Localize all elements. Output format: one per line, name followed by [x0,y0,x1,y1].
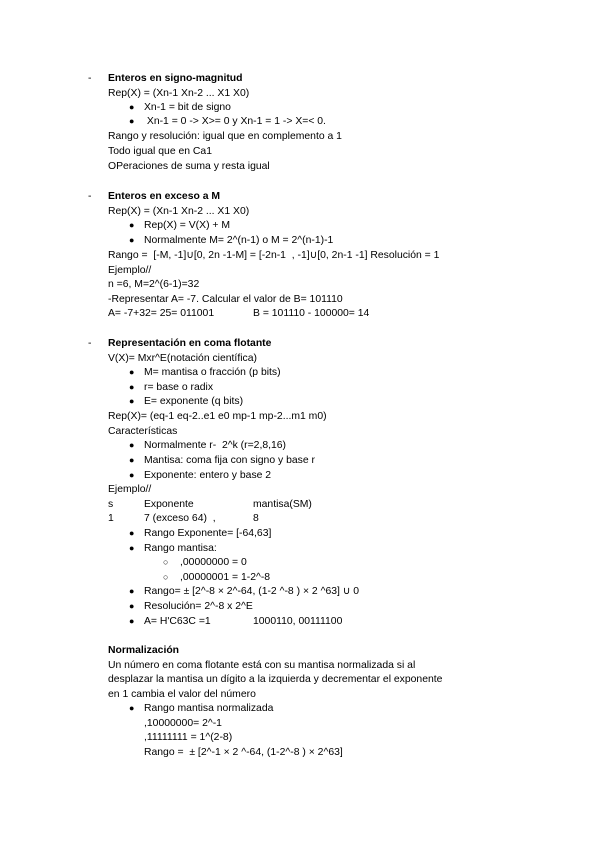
bullet-text: A= H'C63C =1 [144,616,211,627]
table-cell-mantisa: 8 [253,513,259,524]
section-title-signo-magnitud: Enteros en signo-magnitud [108,73,243,84]
bullet-icon: ● [129,616,135,626]
text-line: Características [108,426,178,437]
section-dash: - [88,338,92,349]
bullet-text: Xn-1 = bit de signo [144,102,231,113]
text-line: V(X)= Mxr^E(notación científica) [108,353,257,364]
paragraph-line: en 1 cambia el valor del número [108,689,256,700]
bullet-icon: ● [129,470,135,480]
bullet-icon: ● [129,455,135,465]
bullet-icon: ● [129,116,135,126]
section-dash: - [88,73,92,84]
indented-text: ,10000000= 2^-1 [144,718,222,729]
bullet-text: Resolución= 2^-8 x 2^E [144,601,253,612]
bullet-icon: ● [129,586,135,596]
table-header-exponente: Exponente [144,499,194,510]
bullet-icon: ● [129,367,135,377]
text-line: Ejemplo// [108,484,152,495]
circle-bullet-icon: ○ [163,557,169,567]
bullet-text: 1000110, 00111100 [253,616,343,627]
text-line: OPeraciones de suma y resta igual [108,161,270,172]
bullet-icon: ● [129,703,135,713]
paragraph-line: Un número en coma flotante está con su mantisa normalizada si al [108,660,416,671]
text-line: Rango y resolución: igual que en complemento a 1 [108,131,342,142]
bullet-icon: ● [129,220,135,230]
bullet-text: Normalmente M= 2^(n-1) o M = 2^(n-1)-1 [144,235,334,246]
bullet-icon: ● [129,396,135,406]
bullet-icon: ● [129,235,135,245]
text-line: Rep(X) = (Xn-1 Xn-2 ... X1 X0) [108,88,250,99]
sub-bullet-text: ,00000000 = 0 [180,557,247,568]
bullet-text: E= exponente (q bits) [144,396,244,407]
bullet-text: Rango= ± [2^-8 × 2^-64, (1-2 ^-8 ) × 2 ^63] ∪ 0 [144,586,360,597]
bullet-text: Mantisa: coma fija con signo y base r [144,455,315,466]
text-line: A= -7+32= 25= 011001 [108,308,215,319]
bullet-icon: ● [129,102,135,112]
section-title-normalizacion: Normalización [108,645,180,656]
section-dash: - [88,191,92,202]
bullet-text: Exponente: entero y base 2 [144,470,272,481]
bullet-text: Rango Exponente= [-64,63] [144,528,272,539]
text-line: B = 101110 - 100000= 14 [253,308,370,319]
text-line: Ejemplo// [108,265,152,276]
circle-bullet-icon: ○ [163,572,169,582]
indented-text: Rango = ± [2^-1 × 2 ^-64, (1-2^-8 ) × 2^63] [144,747,343,758]
table-cell-exponente: 7 (exceso 64) , [144,513,216,524]
bullet-icon: ● [129,440,135,450]
indented-text: ,11111111 = 1^(2-8) [144,732,233,743]
text-line: Rango = [-M, -1]∪[0, 2n -1-M] = [-2n-1 , -1]∪[0, 2n-1 -1] Resolución = 1 [108,250,440,261]
bullet-text: Rango mantisa normalizada [144,703,274,714]
text-line: n =6, M=2^(6-1)=32 [108,279,200,290]
table-cell-s: 1 [108,513,114,524]
bullet-icon: ● [129,543,135,553]
bullet-icon: ● [129,601,135,611]
bullet-text: Normalmente r- 2^k (r=2,8,16) [144,440,287,451]
paragraph-line: desplazar la mantisa un dígito a la izquierda y decrementar el exponente [108,674,443,685]
table-header-s: s [108,499,114,510]
bullet-text: M= mantisa o fracción (p bits) [144,367,281,378]
text-line: Rep(X)= (eq-1 eq-2..e1 e0 mp-1 mp-2...m1 m0) [108,411,327,422]
bullet-icon: ● [129,528,135,538]
bullet-icon: ● [129,382,135,392]
sub-bullet-text: ,00000001 = 1-2^-8 [180,572,271,583]
text-line: Rep(X) = (Xn-1 Xn-2 ... X1 X0) [108,206,250,217]
bullet-text: Rango mantisa: [144,543,217,554]
bullet-text: Rep(X) = V(X) + M [144,220,231,231]
section-title-exceso: Enteros en exceso a M [108,191,221,202]
bullet-text: r= base o radix [144,382,214,393]
text-line: Todo igual que en Ca1 [108,146,212,157]
text-line: -Representar A= -7. Calcular el valor de B= 101110 [108,294,343,305]
bullet-text: Xn-1 = 0 -> X>= 0 y Xn-1 = 1 -> X=< 0. [144,116,326,127]
section-title-coma-flotante: Representación en coma flotante [108,338,272,349]
table-header-mantisa: mantisa(SM) [253,499,312,510]
